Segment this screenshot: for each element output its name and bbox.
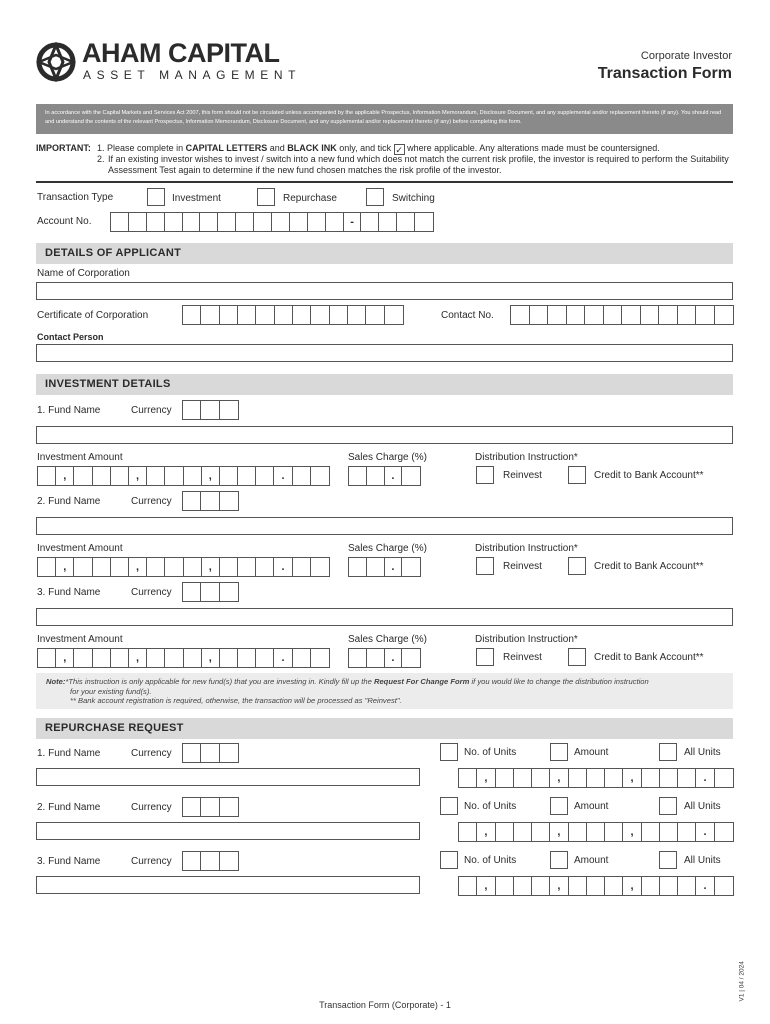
credit-1-checkbox[interactable] <box>568 466 586 484</box>
investment-currency-2-label: Currency <box>131 496 172 507</box>
important-text-1e: only, and tick <box>336 143 394 153</box>
units-3-label: No. of Units <box>464 855 517 866</box>
sales-charge-3-label: Sales Charge (%) <box>348 634 427 645</box>
important-number-2: 2. <box>97 154 105 164</box>
investment-amount-3-label: Investment Amount <box>37 634 123 645</box>
investment-currency-1-input[interactable] <box>182 400 239 420</box>
contact-no-label: Contact No. <box>441 310 494 321</box>
account-dash: - <box>344 213 362 231</box>
investment-fund-1-label: 1. Fund Name <box>37 405 101 416</box>
investment-amount-3-input[interactable]: , , , . <box>37 648 330 668</box>
all-units-2-checkbox[interactable] <box>659 797 677 815</box>
repurchase-currency-2-label: Currency <box>131 802 172 813</box>
repurchase-fund-3-label: 3. Fund Name <box>37 856 101 867</box>
all-units-3-label: All Units <box>684 855 721 866</box>
certificate-input[interactable] <box>182 305 404 325</box>
repurchase-fund-2-label: 2. Fund Name <box>37 802 101 813</box>
important-text-1d: BLACK INK <box>287 143 337 153</box>
important-text-1c: and <box>267 143 288 153</box>
repurchase-fund-1-label: 1. Fund Name <box>37 748 101 759</box>
disclaimer-banner <box>36 104 733 134</box>
repurchase-value-3-input[interactable]: , , , . <box>458 876 734 896</box>
repurchase-currency-3-label: Currency <box>131 856 172 867</box>
credit-2-checkbox[interactable] <box>568 557 586 575</box>
credit-2-label: Credit to Bank Account** <box>594 561 704 572</box>
contact-person-input[interactable] <box>36 344 733 362</box>
credit-3-label: Credit to Bank Account** <box>594 652 704 663</box>
amount-2-checkbox[interactable] <box>550 797 568 815</box>
units-2-checkbox[interactable] <box>440 797 458 815</box>
note-text-1a: *This instruction is only applicable for new fund(s) that you are investing in. Kindly fill up the <box>65 677 374 686</box>
investment-option-label: Investment <box>172 193 221 204</box>
investment-fund-1-input[interactable] <box>36 426 733 444</box>
important-text-1a: Please complete in <box>107 143 186 153</box>
credit-3-checkbox[interactable] <box>568 648 586 666</box>
amount-2-label: Amount <box>574 801 609 812</box>
corporation-name-label: Name of Corporation <box>37 268 130 279</box>
all-units-2-label: All Units <box>684 801 721 812</box>
investment-currency-1-label: Currency <box>131 405 172 416</box>
amount-3-label: Amount <box>574 855 609 866</box>
divider <box>36 181 733 183</box>
reinvest-3-label: Reinvest <box>503 652 542 663</box>
important-text-2: If an existing investor wishes to invest / switch into a new fund which does not match the current risk profile, the investor is required to perform the Suitability Assessment Test again to determine if the new fund chosen matches the risk profile of the investor. <box>108 154 729 175</box>
reinvest-1-checkbox[interactable] <box>476 466 494 484</box>
important-number-1: 1. <box>97 143 105 153</box>
repurchase-fund-2-input[interactable] <box>36 822 420 840</box>
distribution-1-label: Distribution Instruction* <box>475 452 578 463</box>
investment-amount-2-input[interactable]: , , , . <box>37 557 330 577</box>
investment-currency-3-label: Currency <box>131 587 172 598</box>
investment-amount-2-label: Investment Amount <box>37 543 123 554</box>
tick-icon: ✓ <box>395 145 403 155</box>
investment-checkbox[interactable] <box>147 188 165 206</box>
disclaimer-text: In accordance with the Capital Markets and Services Act 2007, this form should not be circulated unless accompanied by the applicable Prospectus, Information Memorandum, Disclosure Document, and any supplemental and/or replacement thereto (if any). You should read and understand the contents of the relevant Prospectus, Information Memorandum, Disclosure Document, and any supplemental and/or replacement thereto (if any) before completing this form. <box>45 110 722 125</box>
reinvest-2-label: Reinvest <box>503 561 542 572</box>
all-units-3-checkbox[interactable] <box>659 851 677 869</box>
amount-3-checkbox[interactable] <box>550 851 568 869</box>
repurchase-currency-1-label: Currency <box>131 748 172 759</box>
sales-charge-1-input[interactable]: . <box>348 466 421 486</box>
investment-fund-2-input[interactable] <box>36 517 733 535</box>
certificate-label: Certificate of Corporation <box>37 310 149 321</box>
sales-charge-2-label: Sales Charge (%) <box>348 543 427 554</box>
investment-fund-3-label: 3. Fund Name <box>37 587 101 598</box>
repurchase-currency-3-input[interactable] <box>182 851 239 871</box>
distribution-3-label: Distribution Instruction* <box>475 634 578 645</box>
form-title: Transaction Form <box>597 65 732 82</box>
repurchase-option-label: Repurchase <box>283 193 337 204</box>
version-label: V1 | 04 / 2024 <box>738 961 746 1002</box>
repurchase-currency-2-input[interactable] <box>182 797 239 817</box>
switching-checkbox[interactable] <box>366 188 384 206</box>
brand-name: AHAM CAPITAL <box>82 38 280 68</box>
transaction-type-label: Transaction Type <box>37 192 114 203</box>
note-text-2: ** Bank account registration is required, otherwise, the transaction will be processed as "Reinvest". <box>70 696 402 705</box>
credit-1-label: Credit to Bank Account** <box>594 470 704 481</box>
sales-charge-1-label: Sales Charge (%) <box>348 452 427 463</box>
repurchase-value-1-input[interactable]: , , , . <box>458 768 734 788</box>
logo <box>36 40 316 84</box>
investment-amount-1-input[interactable]: , , , . <box>37 466 330 486</box>
repurchase-checkbox[interactable] <box>257 188 275 206</box>
investor-type: Corporate Investor <box>640 50 732 62</box>
important-label: IMPORTANT: <box>36 143 91 153</box>
page-label: Transaction Form (Corporate) - 1 <box>319 1000 451 1010</box>
units-2-label: No. of Units <box>464 801 517 812</box>
units-1-checkbox[interactable] <box>440 743 458 761</box>
reinvest-2-checkbox[interactable] <box>476 557 494 575</box>
brand-subtitle: ASSET MANAGEMENT <box>83 68 302 82</box>
reinvest-1-label: Reinvest <box>503 470 542 481</box>
account-no-label: Account No. <box>37 216 92 227</box>
contact-no-input[interactable] <box>510 305 734 325</box>
repurchase-fund-3-input[interactable] <box>36 876 420 894</box>
note-label: Note: <box>46 677 66 686</box>
reinvest-3-checkbox[interactable] <box>476 648 494 666</box>
all-units-1-label: All Units <box>684 747 721 758</box>
account-no-input[interactable] <box>110 212 434 232</box>
repurchase-fund-1-input[interactable] <box>36 768 420 786</box>
repurchase-section-header: REPURCHASE REQUEST <box>36 718 733 739</box>
note-text-1b: Request For Change Form <box>373 677 470 686</box>
investment-fund-2-label: 2. Fund Name <box>37 496 101 507</box>
investment-section-header: INVESTMENT DETAILS <box>36 374 733 395</box>
corporation-name-input[interactable] <box>36 282 733 300</box>
investment-currency-3-input[interactable] <box>182 582 239 602</box>
amount-1-checkbox[interactable] <box>550 743 568 761</box>
applicant-section-header: DETAILS OF APPLICANT <box>36 243 733 264</box>
important-text-1b: CAPITAL LETTERS <box>185 143 268 153</box>
units-3-checkbox[interactable] <box>440 851 458 869</box>
investment-fund-3-input[interactable] <box>36 608 733 626</box>
note-text-1d: for your existing fund(s). <box>70 686 152 696</box>
logo-mark-icon <box>36 42 76 82</box>
all-units-1-checkbox[interactable] <box>659 743 677 761</box>
contact-person-label: Contact Person <box>37 332 104 342</box>
important-text-1f: where applicable. Any alterations made must be countersigned. <box>404 143 660 153</box>
sales-charge-3-input[interactable]: . <box>348 648 421 668</box>
switching-option-label: Switching <box>392 193 435 204</box>
units-1-label: No. of Units <box>464 747 517 758</box>
repurchase-value-2-input[interactable]: , , , . <box>458 822 734 842</box>
investment-note <box>36 673 733 709</box>
sales-charge-2-input[interactable]: . <box>348 557 421 577</box>
note-text-1c: if you would like to change the distribution instruction <box>469 677 649 686</box>
investment-currency-2-input[interactable] <box>182 491 239 511</box>
amount-1-label: Amount <box>574 747 609 758</box>
repurchase-currency-1-input[interactable] <box>182 743 239 763</box>
distribution-2-label: Distribution Instruction* <box>475 543 578 554</box>
investment-amount-1-label: Investment Amount <box>37 452 123 463</box>
